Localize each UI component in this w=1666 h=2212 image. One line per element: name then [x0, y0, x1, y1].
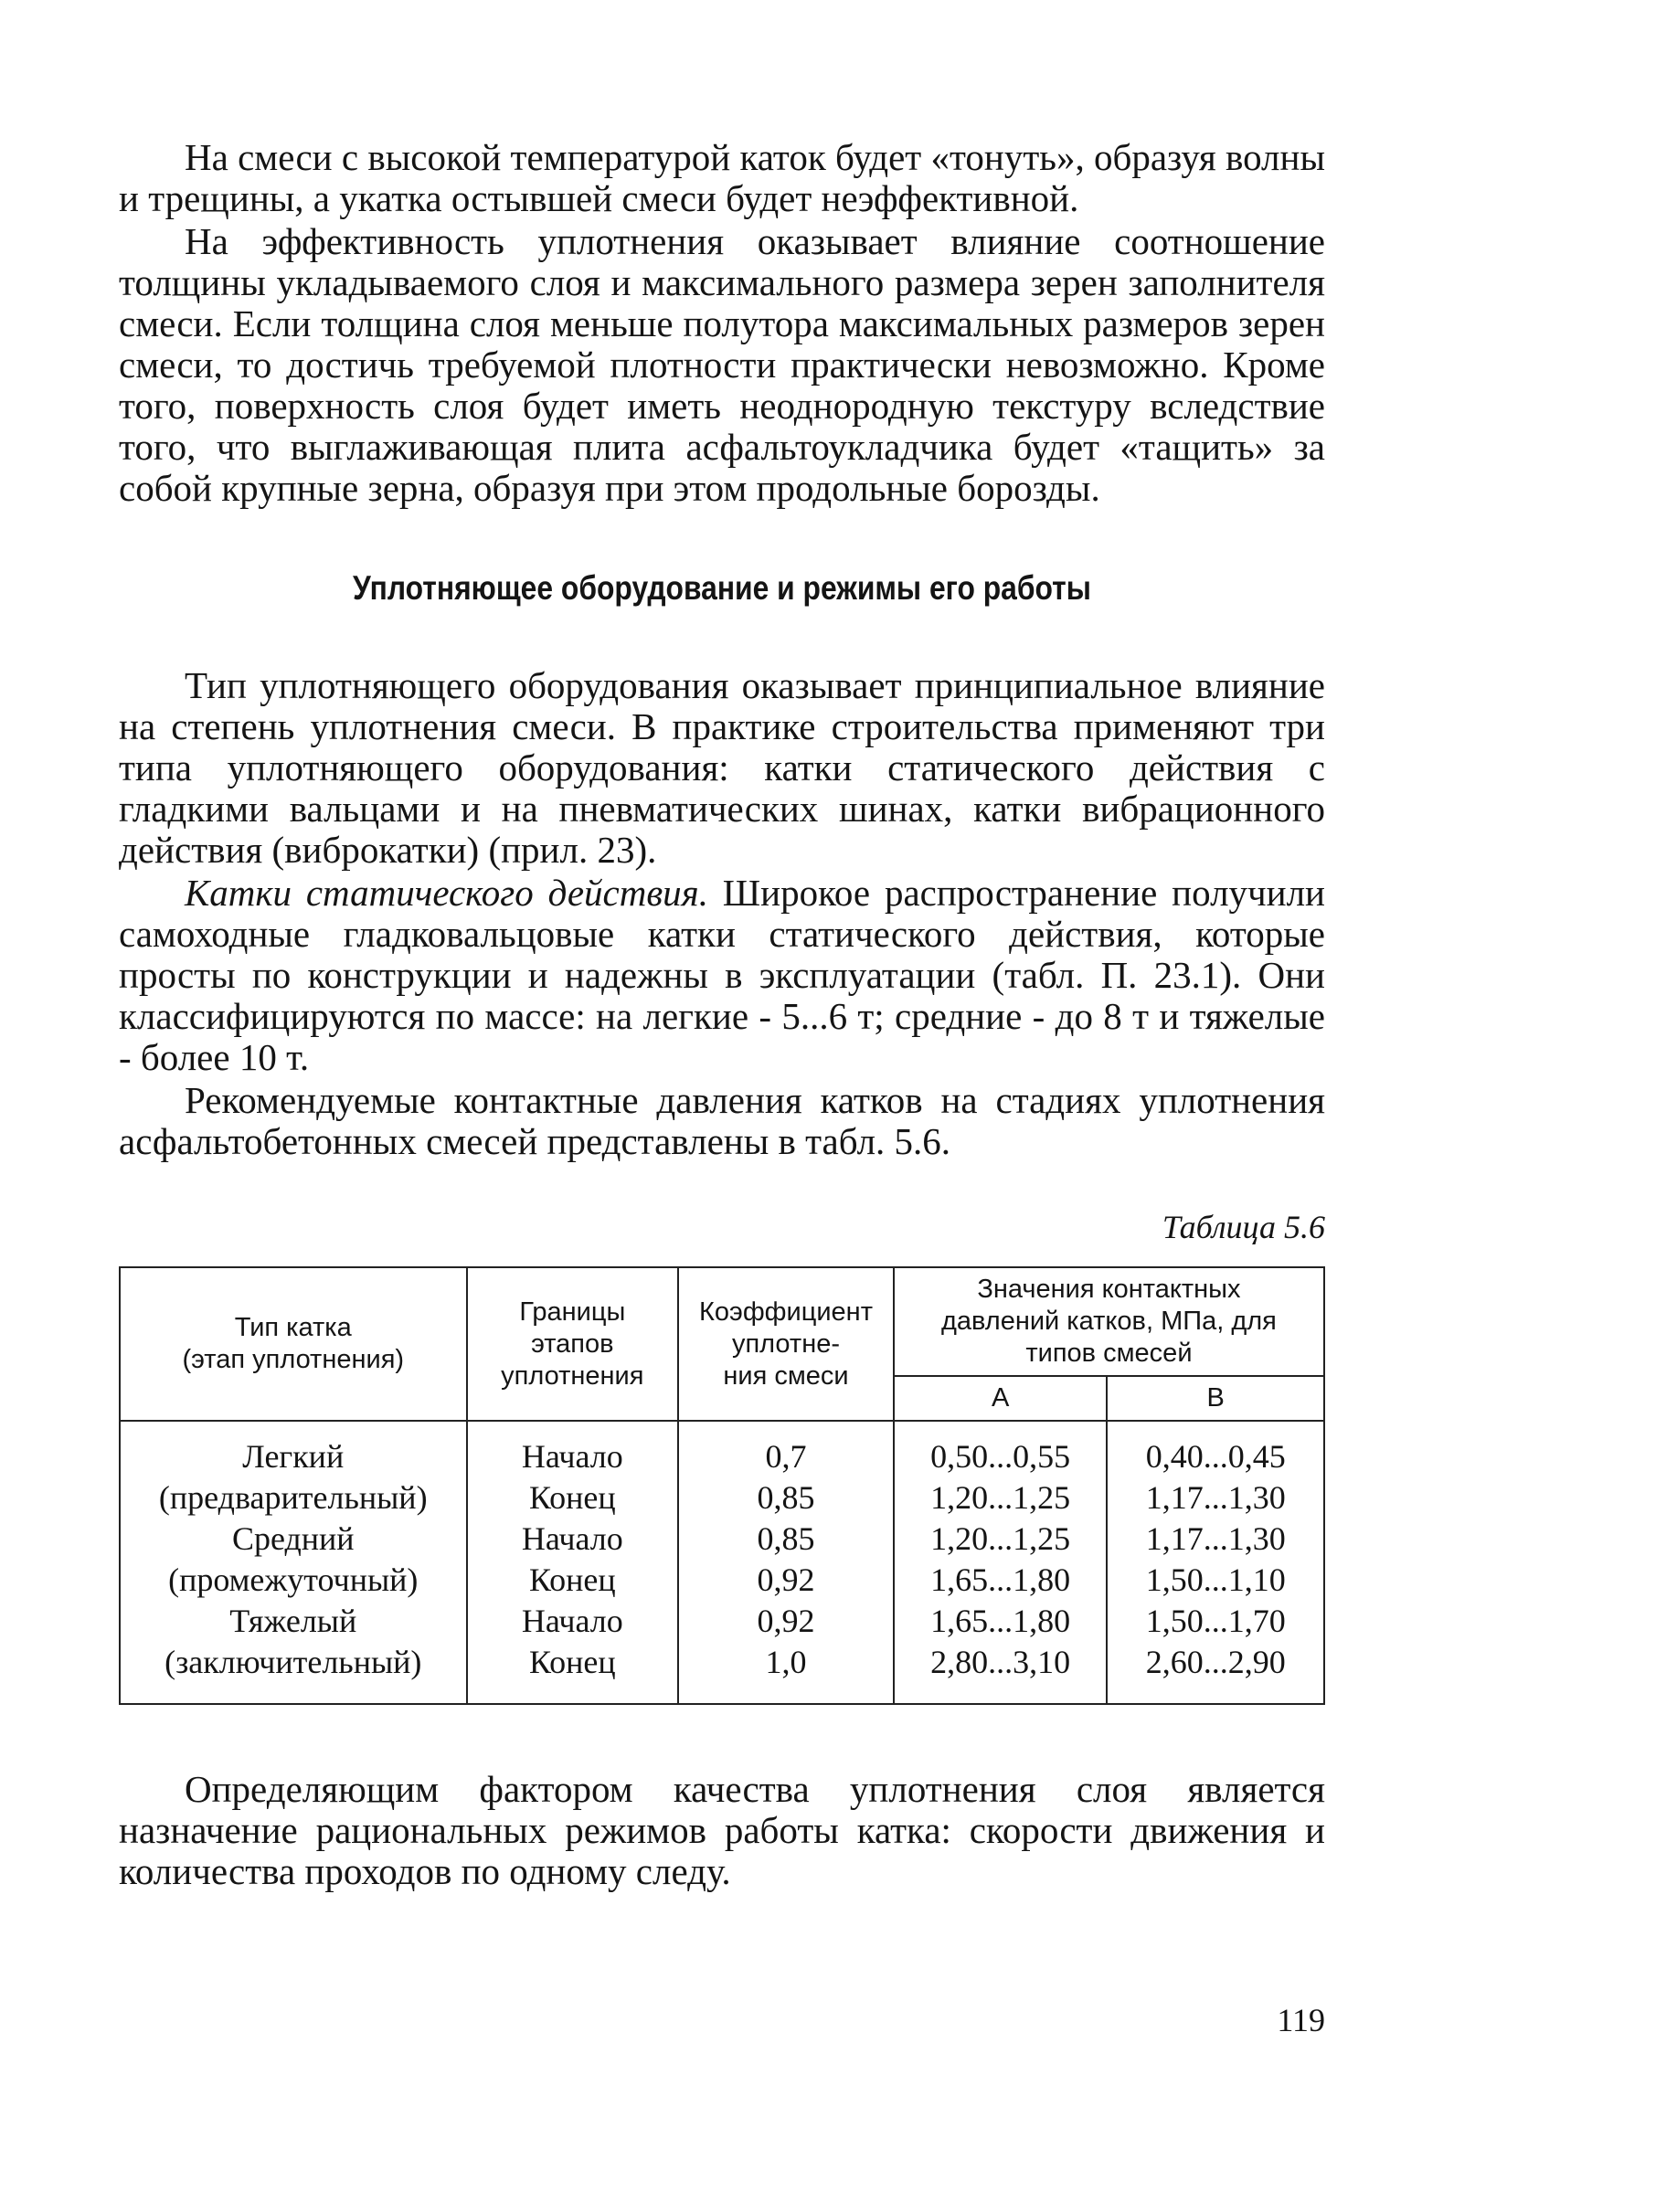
cell-stage: Конец: [467, 1560, 679, 1601]
header-contact-pressure: Значения контактных давлений катков, МПа, для типов смесей: [894, 1267, 1324, 1376]
paragraph-hot-mix: На смеси с высокой температурой каток будет «тонуть», образуя волны и трещины, а укатка остывшей смеси будет неэффективной.: [119, 136, 1325, 219]
cell-stage: Конец: [467, 1642, 679, 1704]
cell-type: (промежуточный): [120, 1560, 467, 1601]
header-compaction-coef: Коэффициент уплотне- ния смеси: [678, 1267, 894, 1421]
table-row: [120, 1560, 1324, 1601]
header-stage-bounds: Границы этапов уплотнения: [467, 1267, 679, 1421]
header-mix-a: А: [894, 1376, 1108, 1421]
paragraph-equipment-types: Тип уплотняющего оборудования оказывает принципиальное влияние на степень уплотнения смеси. В практике строительства применяют три типа уплотняющего оборудования: катки статического действия с гладкими вальцами и на пневматических шинах, катки вибрационного действия (виброкатки) (прил. 23).: [119, 664, 1325, 871]
pressure-table: [119, 1266, 1325, 1705]
cell-pressure-a: 1,65...1,80: [894, 1601, 1108, 1642]
cell-pressure-a: 1,20...1,25: [894, 1519, 1108, 1560]
cell-stage: Начало: [467, 1601, 679, 1642]
cell-coef: 0,85: [678, 1519, 894, 1560]
cell-stage: Начало: [467, 1421, 679, 1477]
cell-pressure-a: 0,50...0,55: [894, 1421, 1108, 1477]
cell-pressure-b: 1,50...1,70: [1107, 1601, 1324, 1642]
cell-type: Тяжелый: [120, 1601, 467, 1642]
cell-stage: Конец: [467, 1477, 679, 1519]
page-number: 119: [1277, 2002, 1325, 2038]
table-row: [120, 1421, 1324, 1477]
table-row: [120, 1642, 1324, 1704]
cell-coef: 0,92: [678, 1560, 894, 1601]
table-caption: Таблица 5.6: [1162, 1209, 1325, 1245]
cell-type: Легкий: [120, 1421, 467, 1477]
cell-pressure-a: 2,80...3,10: [894, 1642, 1108, 1704]
cell-pressure-a: 1,65...1,80: [894, 1560, 1108, 1601]
cell-pressure-b: 2,60...2,90: [1107, 1642, 1324, 1704]
table-row: [120, 1519, 1324, 1560]
paragraph-layer-thickness: На эффективность уплотнения оказывает влияние соотношение толщины укладываемого слоя и максимального размера зерен заполнителя смеси. Если толщина слоя меньше полутора максимальных размеров зерен смеси, то достичь требуемой плотности практически невозможно. Кроме того, поверхность слоя будет иметь неоднородную текстуру вследствие того, что выглаживающая плита асфальтоукладчика будет «тащить» за собой крупные зерна, образуя при этом продольные борозды.: [119, 220, 1325, 509]
table-row: [120, 1601, 1324, 1642]
header-roller-type: Тип катка (этап уплотнения): [120, 1267, 467, 1421]
section-heading: Уплотняющее оборудование и режимы его работы: [353, 569, 1091, 607]
cell-coef: 0,85: [678, 1477, 894, 1519]
header-mix-b: В: [1107, 1376, 1324, 1421]
cell-coef: 0,7: [678, 1421, 894, 1477]
cell-pressure-b: 0,40...0,45: [1107, 1421, 1324, 1477]
cell-type: Средний: [120, 1519, 467, 1560]
static-rollers-text: Широкое распространение получили самоходные гладковальцовые катки статического действия, которые просты по конструкции и надежны в эксплуатации (табл. П. 23.1). Они классифицируются по массе: на легкие - 5...6 т; средние - до 8 т и тяжелые - более 10 т.: [119, 872, 1325, 1078]
paragraph-contact-pressures: Рекомендуемые контактные давления катков на стадиях уплотнения асфальтобетонных смесей представлены в табл. 5.6.: [119, 1079, 1325, 1162]
paragraph-static-rollers: [119, 873, 1325, 1078]
cell-stage: Начало: [467, 1519, 679, 1560]
paragraph-roller-modes: Определяющим фактором качества уплотнения слоя является назначение рациональных режимов работы катка: скорости движения и количества проходов по одному следу.: [119, 1768, 1325, 1892]
cell-coef: 0,92: [678, 1601, 894, 1642]
cell-pressure-b: 1,17...1,30: [1107, 1519, 1324, 1560]
cell-type: (заключительный): [120, 1642, 467, 1704]
static-rollers-lead: Катки статического действия.: [185, 872, 708, 914]
cell-pressure-b: 1,17...1,30: [1107, 1477, 1324, 1519]
table-row: [120, 1477, 1324, 1519]
cell-pressure-a: 1,20...1,25: [894, 1477, 1108, 1519]
cell-pressure-b: 1,50...1,10: [1107, 1560, 1324, 1601]
page-content: [119, 137, 1325, 1892]
cell-coef: 1,0: [678, 1642, 894, 1704]
cell-type: (предварительный): [120, 1477, 467, 1519]
